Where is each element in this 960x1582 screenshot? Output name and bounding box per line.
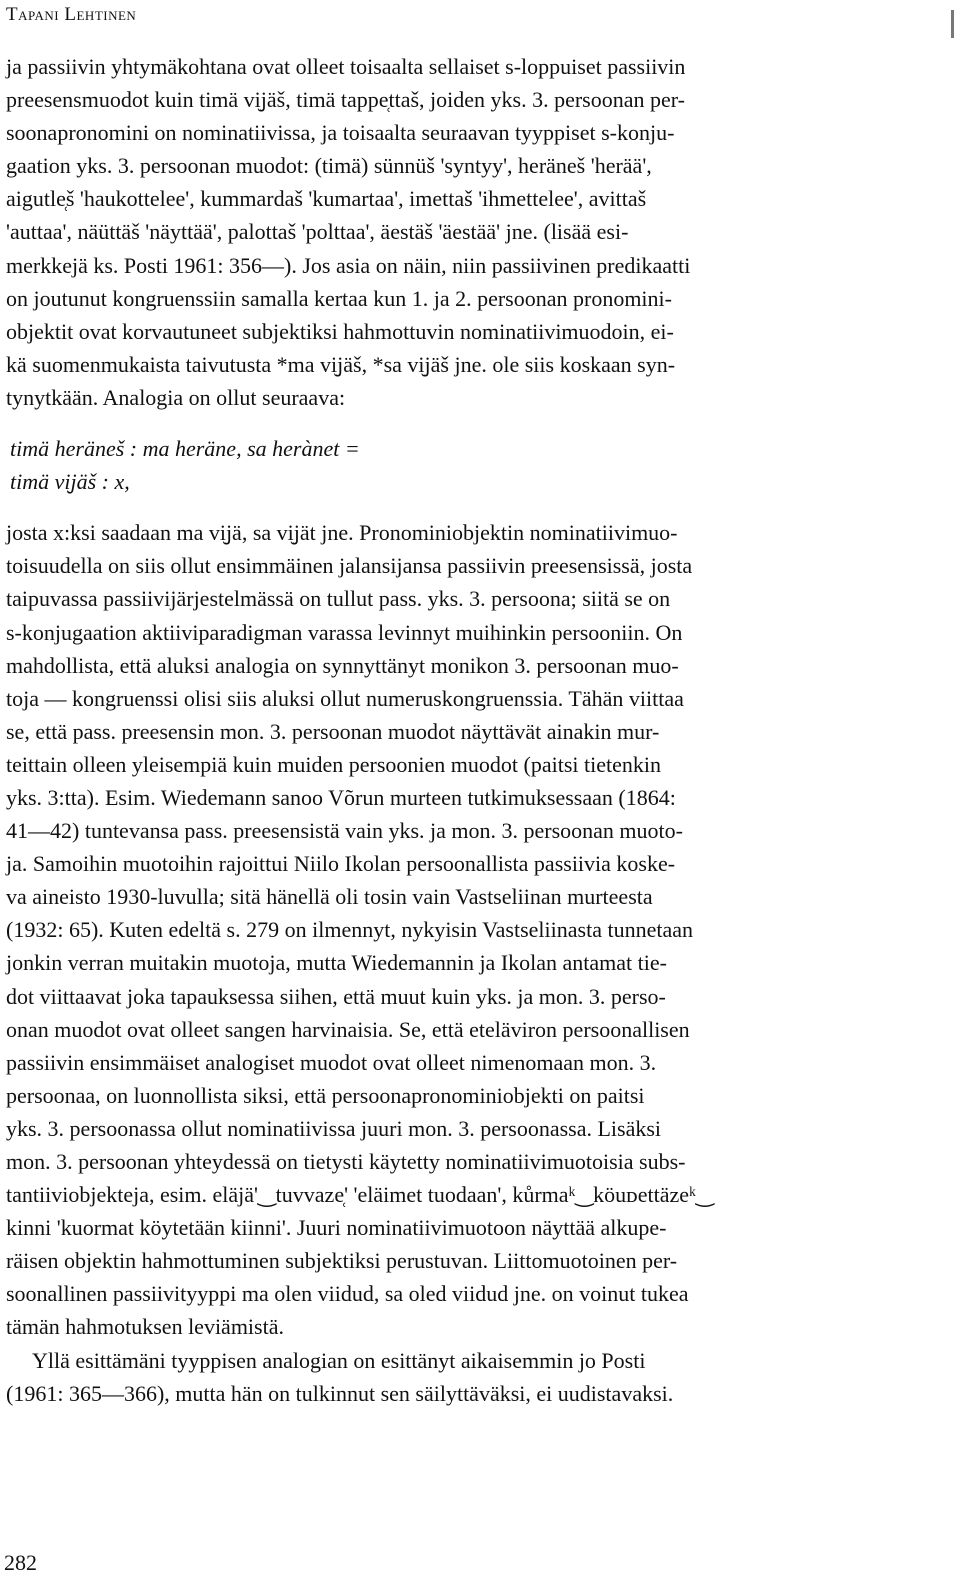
body-text — [6, 50, 902, 1410]
page-number: 282 — [4, 1550, 37, 1575]
paragraph-2: josta x:ksi saadaan ma vi̮jä, sa vi̮jät jne. Pronominiobjektin nominatiivimuo- toisuudella on siis ollut ensimmäinen jalansijansa passiivin preesensissä, josta taipuvassa passiivijärjestelmässä on tullut pass. yks. 3. persoona; siitä se on s-konjugaation aktiiviparadigman varassa levinnyt muihinkin persooniin. On mahdollista, että aluksi analogia on synnyttänyt monikon 3. persoonan muo- toja — kongruenssi olisi siis aluksi ollut numeruskongruenssia. Tähän viittaa se, että pass. preesensin mon. 3. persoonan muodot näyttävät ainakin mur- teittain olleen yleisempiä kuin muiden persoonien muodot (paitsi tietenkin yks. 3:tta). Esim. Wiedemann sanoo Võrun murteen tutkimuksessaan (1864: 41—42) tuntevansa pass. preesensistä vain yks. ja mon. 3. persoonan muoto- ja. Samoihin muotoihin rajoittui Niilo Ikolan persoonallista passiivia koske- va aineisto 1930-luvulla; sitä hänellä oli tosin vain Vastseliinan murteesta (1932: 65). Kuten edeltä s. 279 on ilmennyt, nykyisin Vastseliinasta tunnetaan jonkin verran muitakin muotoja, mutta Wiedemannin ja Ikolan antamat tie- dot viittaavat joka tapauksessa siihen, että muut kuin yks. ja mon. 3. perso- onan muodot ovat olleet sangen harvinaisia. Se, että eteläviron persoonallisen passiivin ensimmäiset analogiset muodot ovat olleet nimenomaan mon. 3. persoonaa, on luonnollista siksi, että persoonapronominiobjekti on paitsi yks. 3. persoonassa ollut nominatiivissa juuri mon. 3. persoonassa. Lisäksi mon. 3. persoonan yhteydessä on tietysti käytetty nominatiivimuotoisia subs- tantiiviobjekteja, esim. eläjä'‿tuvvaze̜' 'eläimet tuodaan', kůrmaᵏ‿köuᴅettäzeᵏ‿ kinni 'kuormat köytetään kiinni'. Juuri nominatiivimuotoon näyttää alkupe- räisen objektin hahmottuminen subjektiksi perustuvan. Liittomuotoinen per- soonallinen passiivityyppi ma olen viidud, sa oled viidud jne. on voinut tukea tämän hahmotuksen leviämistä. — [6, 520, 714, 1340]
analogy-formula: timä heräneš : ma heräne, sa herànet = timä vi̮jäš : x, — [10, 436, 360, 495]
spacer — [6, 498, 902, 516]
paragraph-3: Yllä esittämäni tyyppisen analogian on esittänyt aikaisemmin jo Posti (1961: 365—366), mutta hän on tulkinnut sen säilyttäväksi, ei uudistavaksi. — [6, 1347, 674, 1406]
margin-mark — [951, 10, 954, 38]
paragraph-1: ja passiivin yhtymäkohtana ovat olleet toisaalta sellaiset s-loppuiset passiivin preesensmuodot kuin timä vi̮jäš, timä tappe̜ttaš, joiden yks. 3. persoonan per- soonapronomini on nominatiivissa, ja toisaalta seuraavan tyyppiset s-konju- gaation yks. 3. persoonan muodot: (timä) sünnüš 'syntyy', heräneš 'herää', aigutle̜š 'haukottelee', kummardaš 'kumartaa', imettaš 'ihmettelee', avittaš 'auttaa', näüttäš 'näyttää', palottaš 'polttaa', äestäš 'äestää' jne. (lisää esi- merkkejä ks. Posti 1961: 356—). Jos asia on näin, niin passiivinen predikaatti on joutunut kongruenssiin samalla kertaa kun 1. ja 2. persoonan pronomini- objektit ovat korvautuneet subjektiksi hahmottuvin nominatiivimuodoin, ei- kä suomenmukaista taivutusta *ma vi̮jäš, *sa vi̮jäš jne. ole siis koskaan syn- tynytkään. Analogia on ollut seuraava: — [6, 54, 691, 410]
spacer — [6, 414, 902, 432]
running-head: Tapani Lehtinen — [6, 4, 137, 25]
